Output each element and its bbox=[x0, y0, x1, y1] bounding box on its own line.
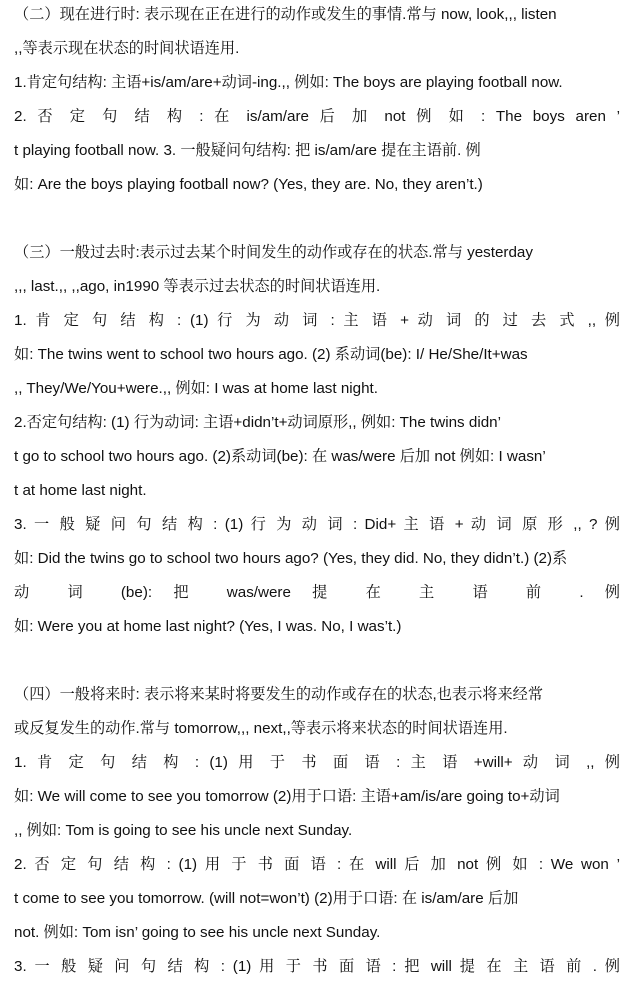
text-line: 或反复发生的动作.常与 tomorrow,,, next,,等表示将来状态的时间状语连用. bbox=[14, 720, 508, 737]
text-line: 3. 一 般 疑 问 句 结 构 : (1) 用 于 书 面 语 : 把 will 提 在 主 语 前 . 例 bbox=[14, 958, 620, 975]
text-line: 动 词 (be): 把 was/were 提 在 主 语 前 . 例 bbox=[14, 584, 620, 601]
text-line: ,, 例如: Tom is going to see his uncle next Sunday. bbox=[14, 822, 353, 839]
text-line: t go to school two hours ago. (2)系动词(be): 在 was/were 后加 not 例如: I wasn’ bbox=[14, 448, 546, 465]
text-line: 1. 肯 定 句 结 构 : (1) 用 于 书 面 语 : 主 语 +will+ 动 词 ,, 例 bbox=[14, 754, 620, 771]
text-line: 如: The twins went to school two hours ago. (2) 系动词(be): I/ He/She/It+was bbox=[14, 346, 528, 363]
text-line: ,, They/We/You+were.,, 例如: I was at home last night. bbox=[14, 380, 378, 397]
text-line: ,,等表示现在状态的时间状语连用. bbox=[14, 40, 240, 57]
text-line: 2.否定句结构: (1) 行为动词: 主语+didn’t+动词原形,, 例如: The twins didn’ bbox=[14, 414, 501, 431]
text-line: not. 例如: Tom isn’ going to see his uncle next Sunday. bbox=[14, 924, 381, 941]
section-heading-present-continuous: （二）现在进行时: 表示现在正在进行的动作或发生的事情.常与 now, look,,, listen bbox=[14, 6, 557, 23]
section-heading-simple-future: （四）一般将来时: 表示将来某时将要发生的动作或存在的状态,也表示将来经常 bbox=[14, 686, 544, 703]
text-line: 1. 肯 定 句 结 构 : (1) 行 为 动 词 : 主 语 + 动 词 的 过 去 式 ,, 例 bbox=[14, 312, 620, 329]
text-line: 如: Were you at home last night? (Yes, I was. No, I was’t.) bbox=[14, 618, 402, 635]
text-line: 如: Are the boys playing football now? (Yes, they are. No, they aren’t.) bbox=[14, 176, 483, 193]
text-line: 如: Did the twins go to school two hours ago? (Yes, they did. No, they didn’t.) (2)系 bbox=[14, 550, 568, 567]
text-line: t playing football now. 3. 一般疑问句结构: 把 is/am/are 提在主语前. 例 bbox=[14, 142, 481, 159]
text-line: t come to see you tomorrow. (will not=won’t) (2)用于口语: 在 is/am/are 后加 bbox=[14, 890, 519, 907]
section-heading-simple-past: （三）一般过去时:表示过去某个时间发生的动作或存在的状态.常与 yesterday bbox=[14, 244, 533, 261]
text-line: ,,, last.,, ,,ago, in1990 等表示过去状态的时间状语连用. bbox=[14, 278, 381, 295]
text-line: 如: We will come to see you tomorrow (2)用于口语: 主语+am/is/are going to+动词 bbox=[14, 788, 560, 805]
text-line: 1.肯定句结构: 主语+is/am/are+动词-ing.,, 例如: The boys are playing football now. bbox=[14, 74, 563, 91]
text-line: 2. 否 定 句 结 构 : (1) 用 于 书 面 语 : 在 will 后 加 not 例 如 : We won ’ bbox=[14, 856, 620, 873]
text-line: t at home last night. bbox=[14, 482, 147, 499]
text-line: 3. 一 般 疑 问 句 结 构 : (1) 行 为 动 词 : Did+ 主 语 + 动 词 原 形 ,, ? 例 bbox=[14, 516, 620, 533]
text-line: 2. 否 定 句 结 构 : 在 is/am/are 后 加 not 例 如 : The boys aren ’ bbox=[14, 108, 620, 125]
